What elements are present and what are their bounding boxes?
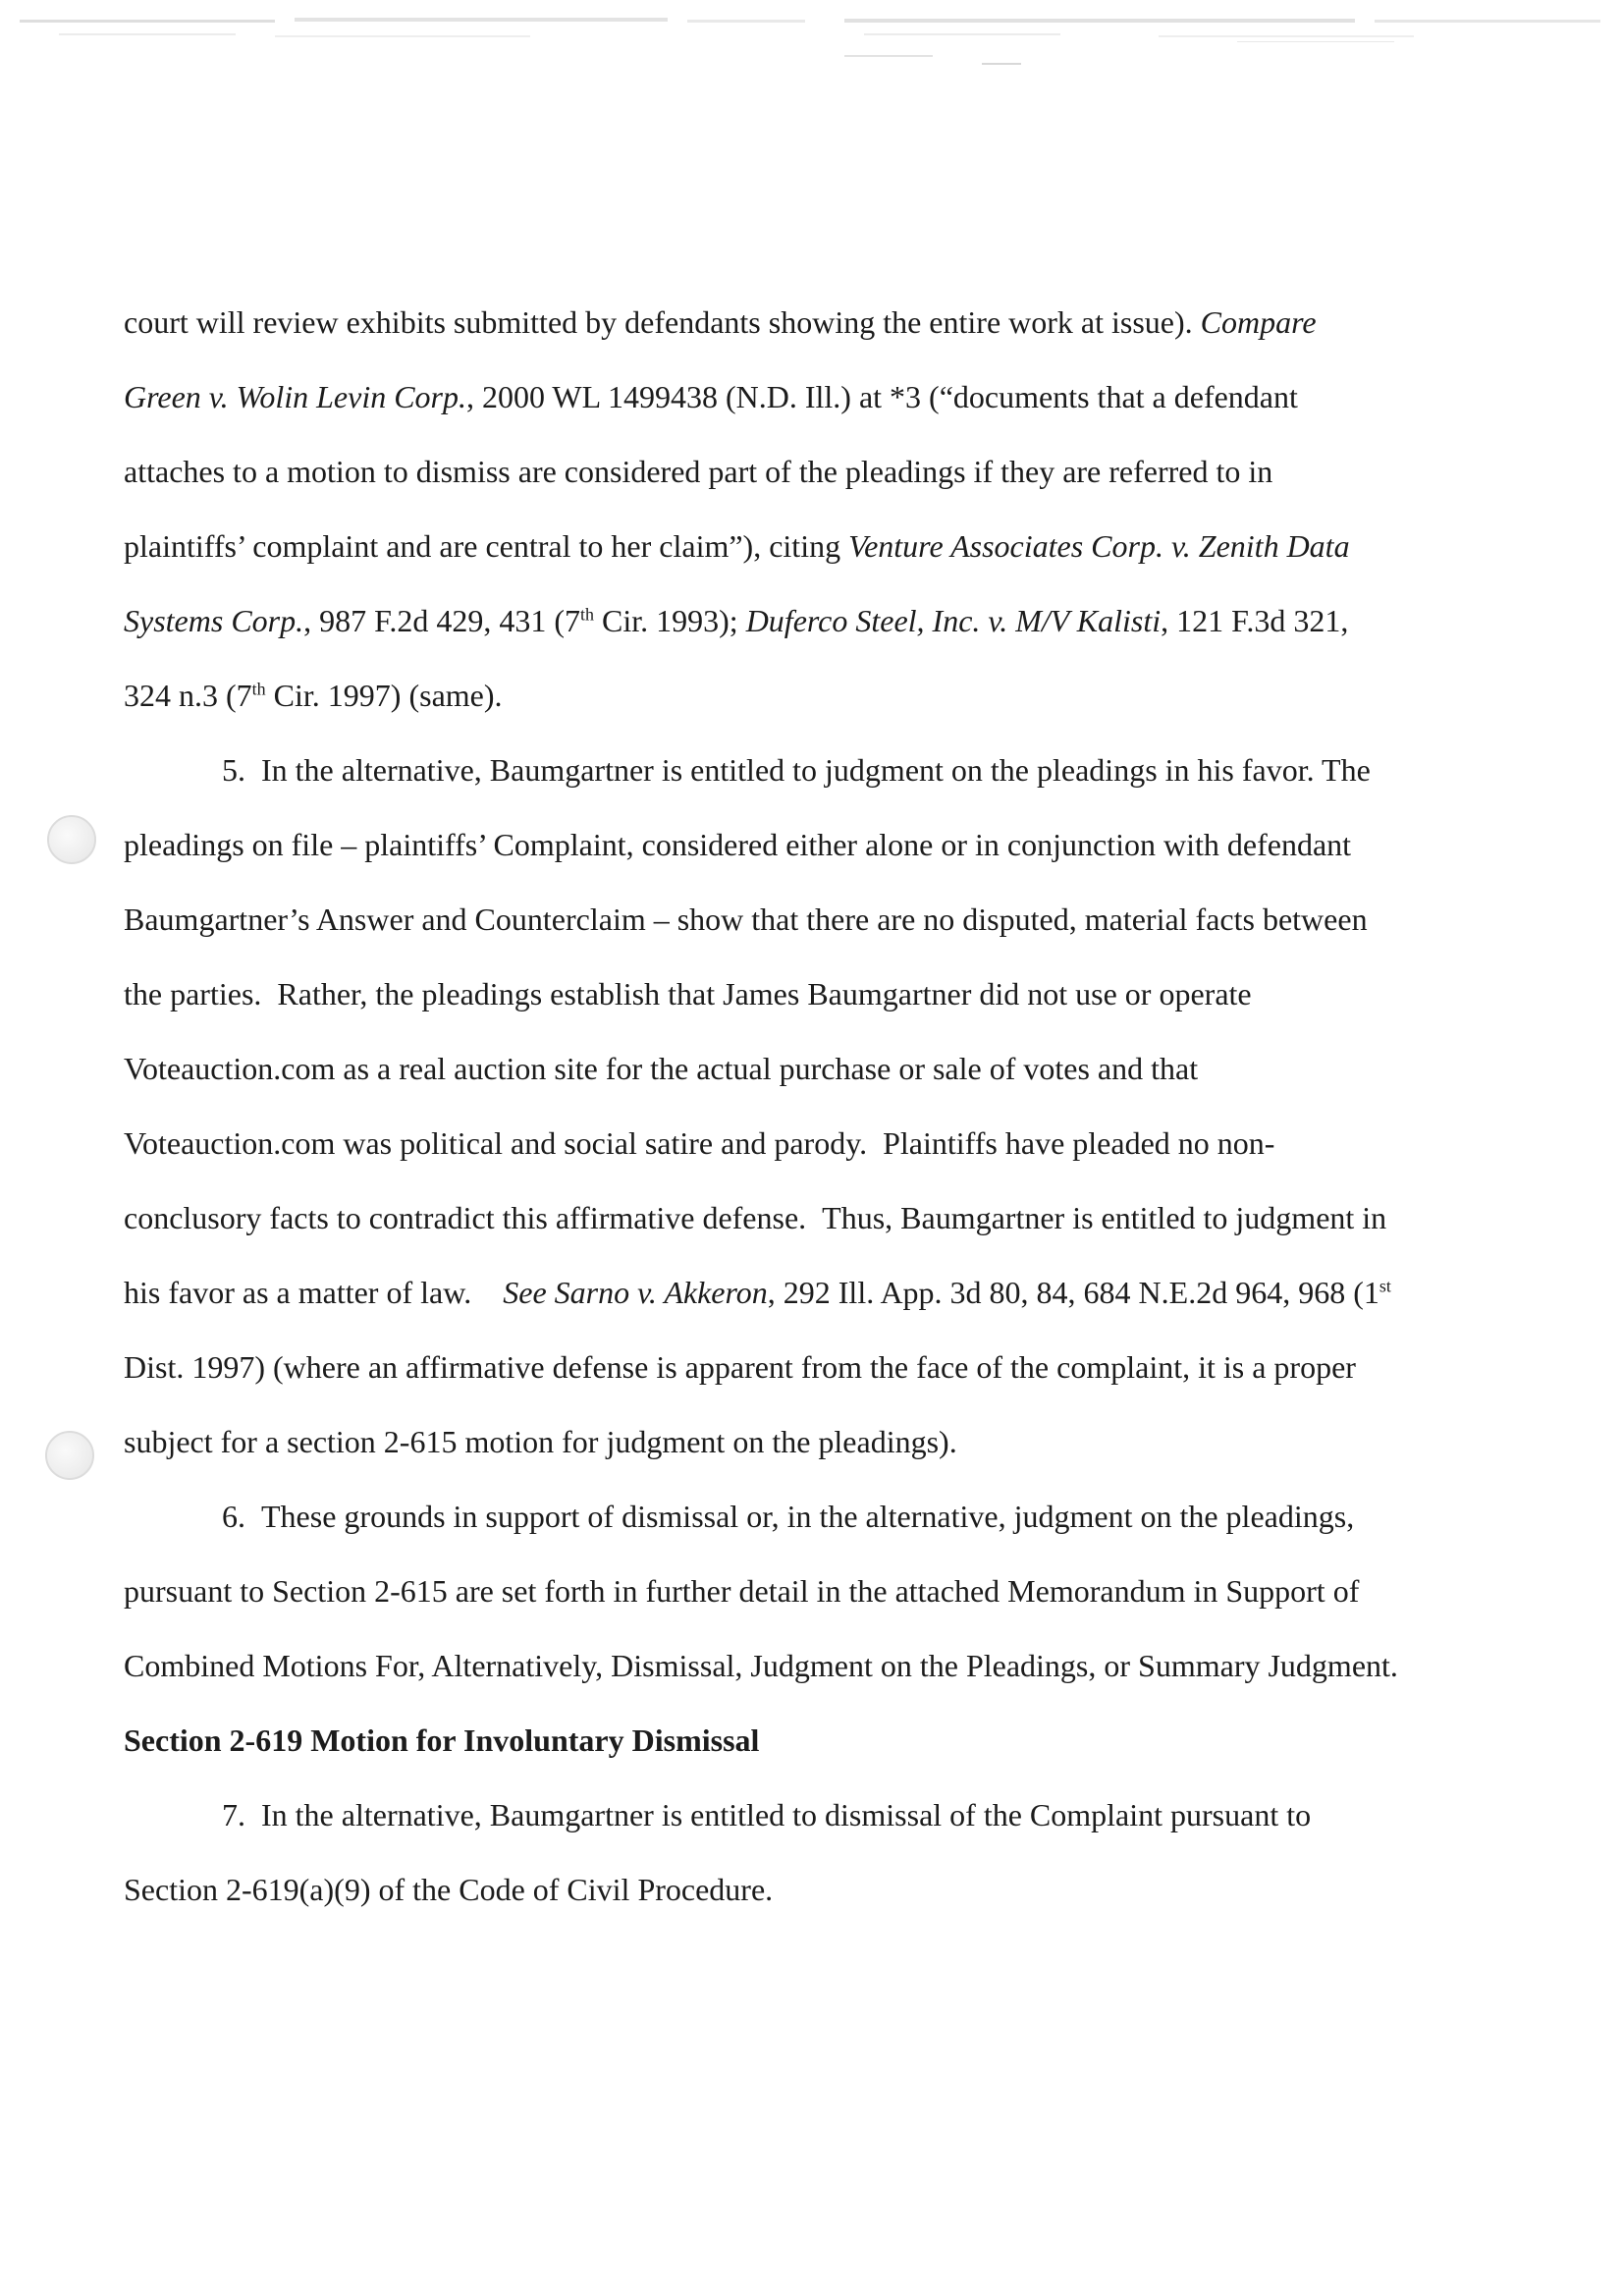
text-run: Cir. 1997) (same). <box>265 678 503 713</box>
paragraph-5 <box>124 733 1400 1479</box>
punch-hole-lower <box>45 1431 94 1480</box>
scan-artifact-header <box>0 0 1622 79</box>
citation-italic: See Sarno v. Akkeron <box>503 1275 768 1310</box>
paragraph-continued <box>124 285 1400 733</box>
text-run: Cir. 1993); <box>594 603 746 638</box>
punch-hole-upper <box>47 815 96 864</box>
citation-italic: Compare Green v. Wolin Levin Corp. <box>124 304 1317 414</box>
paragraph-7: 7. In the alternative, Baumgartner is entitled to dismissal of the Complaint pursuant to Section 2-619(a)(9) of the Code of Civil Procedure. <box>124 1797 1312 1907</box>
ordinal-suffix: th <box>580 604 595 625</box>
ordinal-suffix: th <box>251 679 266 699</box>
citation-italic: Duferco Steel, Inc. v. M/V Kalisti <box>745 603 1162 638</box>
text-run: , 987 F.2d 429, 431 (7 <box>303 603 580 638</box>
text-run: court will review exhibits submitted by defendants showing the entire work at issue). <box>124 304 1201 340</box>
text-run: , 2000 WL 1499438 (N.D. Ill.) at *3 (“documents that a defendant attaches to a motion to dismiss are considered part of the pleadings if they are referred to in plaintiffs’ complaint and are central to her claim”), citing <box>124 379 1298 564</box>
text-run: , 292 Ill. App. 3d 80, 84, 684 N.E.2d 964, 968 (1 <box>767 1275 1379 1310</box>
document-body <box>124 285 1400 1927</box>
section-heading: Section 2-619 Motion for Involuntary Dismissal <box>124 1722 760 1758</box>
text-run: 5. In the alternative, Baumgartner is entitled to judgment on the pleadings in his favor. The pleadings on file – plaintiffs’ Complaint, considered either alone or in conjunction with defendant Baumgartner’s Answer and Counterclaim – show that there are no disputed, material facts between the parties. Rather, the pleadings establish that James Baumgartner did not use or operate Voteauction.com as a real auction site for the actual purchase or sale of votes and that Voteauction.com was political and social satire and parody. Plaintiffs have pleaded no non-conclusory facts to contradict this affirmative defense. Thus, Baumgartner is entitled to judgment in his favor as a matter of law. <box>124 752 1387 1310</box>
paragraph-6 <box>124 1479 1400 1703</box>
ordinal-suffix: st <box>1379 1276 1391 1296</box>
citation-italic: Venture Associates Corp. v. Zenith Data Systems Corp. <box>124 528 1350 638</box>
text-run: , 121 F.3d 321, 324 n.3 (7 <box>124 603 1349 713</box>
text-run: Dist. 1997) (where an affirmative defense is apparent from the face of the complaint, it is a proper subject for a section 2-615 motion for judgment on the pleadings). <box>124 1349 1356 1459</box>
text-run: 6. These grounds in support of dismissal or, in the alternative, judgment on the pleadings, pursuant to Section 2-615 are set forth in further detail in the attached Memorandum in Support of Combined Motions For, Alternatively, Dismissal, Judgment on the Pleadings, or Summary Judgment. <box>124 1499 1398 1683</box>
